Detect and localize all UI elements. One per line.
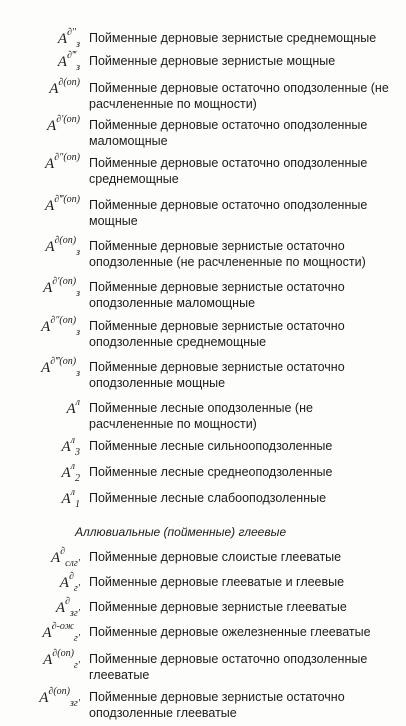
soil-description: Пойменные лесные слабооподзоленные — [89, 491, 327, 505]
soil-description: Пойменные дерновые остаточно оподзоленные глееватые — [89, 652, 368, 682]
soil-symbol: $A^л_2$ — [61, 461, 80, 484]
soil-description: Пойменные дерновые остаточно оподзоленные среднемощные — [89, 156, 368, 186]
soil-description: Пойменные дерновые слоистые глееватые — [89, 550, 342, 564]
soil-symbol: $A^{\partial(on)}_{г'}$ — [43, 648, 80, 671]
soil-description: Пойменные дерновые остаточно оподзоленные мощные — [89, 198, 368, 228]
soil-description: Пойменные дерновые зернистые остаточно оподзоленные (не расчлененные по мощности) — [89, 239, 366, 269]
soil-symbol: $A^{\partial'(on)}_з$ — [43, 276, 80, 299]
soil-description: Пойменные дерновые зернистые глееватые — [89, 600, 347, 614]
soil-description: Пойменные дерновые глееватые и глеевые — [89, 575, 345, 589]
soil-description: Пойменные дерновые зернистые среднемощные — [89, 31, 377, 45]
soil-symbol: $A^{\partial''(on)}$ — [45, 152, 80, 172]
soil-description: Пойменные дерновые зернистые остаточно оподзоленные мощные — [89, 360, 345, 390]
soil-description: Пойменные дерновые ожелезненные глееватые — [89, 625, 371, 639]
soil-symbol: $A^{\partial(on)}$ — [49, 77, 80, 97]
soil-description: Пойменные лесные среднеоподзоленные — [89, 465, 333, 479]
soil-description: Пойменные дерновые зернистые мощные — [89, 54, 336, 68]
soil-symbol: $A^л_1$ — [61, 487, 80, 510]
soil-symbol: $A^{\partial''}_з$ — [57, 27, 80, 50]
soil-symbol: $A^{\partial''(on)}_з$ — [41, 315, 80, 338]
soil-symbol: $A^{\partial-ож}_{г'}$ — [42, 621, 80, 644]
soil-symbol: $A^л$ — [66, 397, 80, 417]
soil-description: Пойменные дерновые остаточно оподзоленные маломощные — [89, 118, 368, 148]
soil-symbol: $A^{\partial‴(on)}_з$ — [41, 356, 80, 379]
soil-description: Пойменные дерновые зернистые остаточно оподзоленные маломощные — [89, 280, 345, 310]
soil-symbol: $A^\partial_{г'}$ — [59, 571, 80, 594]
soil-description: Пойменные лесные сильнооподзоленные — [89, 439, 333, 453]
soil-description: Пойменные дерновые зернистые остаточно оподзоленные среднемощные — [89, 319, 345, 349]
soil-symbol: $A^\partial_{слг'}$ — [50, 546, 80, 569]
soil-symbol: $A^{\partial'(on)}$ — [47, 114, 80, 134]
soil-symbol: $A^{\partial(on)}_з$ — [45, 235, 80, 258]
soil-symbol: $A^\partial_{зг'}$ — [55, 596, 80, 619]
soil-symbol: $A^л_3$ — [61, 435, 80, 458]
soil-symbol: $A^{\partial‴}_з$ — [57, 50, 80, 73]
soil-description: Пойменные дерновые зернистые остаточно оподзоленные глееватые — [89, 690, 345, 720]
soil-description: Пойменные дерновые остаточно оподзоленные (не расчлененные по мощности) — [89, 81, 389, 111]
soil-symbol: $A^{\partial‴(on)}$ — [45, 194, 80, 214]
section-heading: Аллювиальные (пойменные) глеевые — [75, 525, 287, 539]
soil-symbol: $A^{\partial(on)}_{зг'}$ — [39, 686, 80, 709]
soil-description: Пойменные лесные оподзоленные (не расчлененные по мощности) — [89, 401, 313, 431]
